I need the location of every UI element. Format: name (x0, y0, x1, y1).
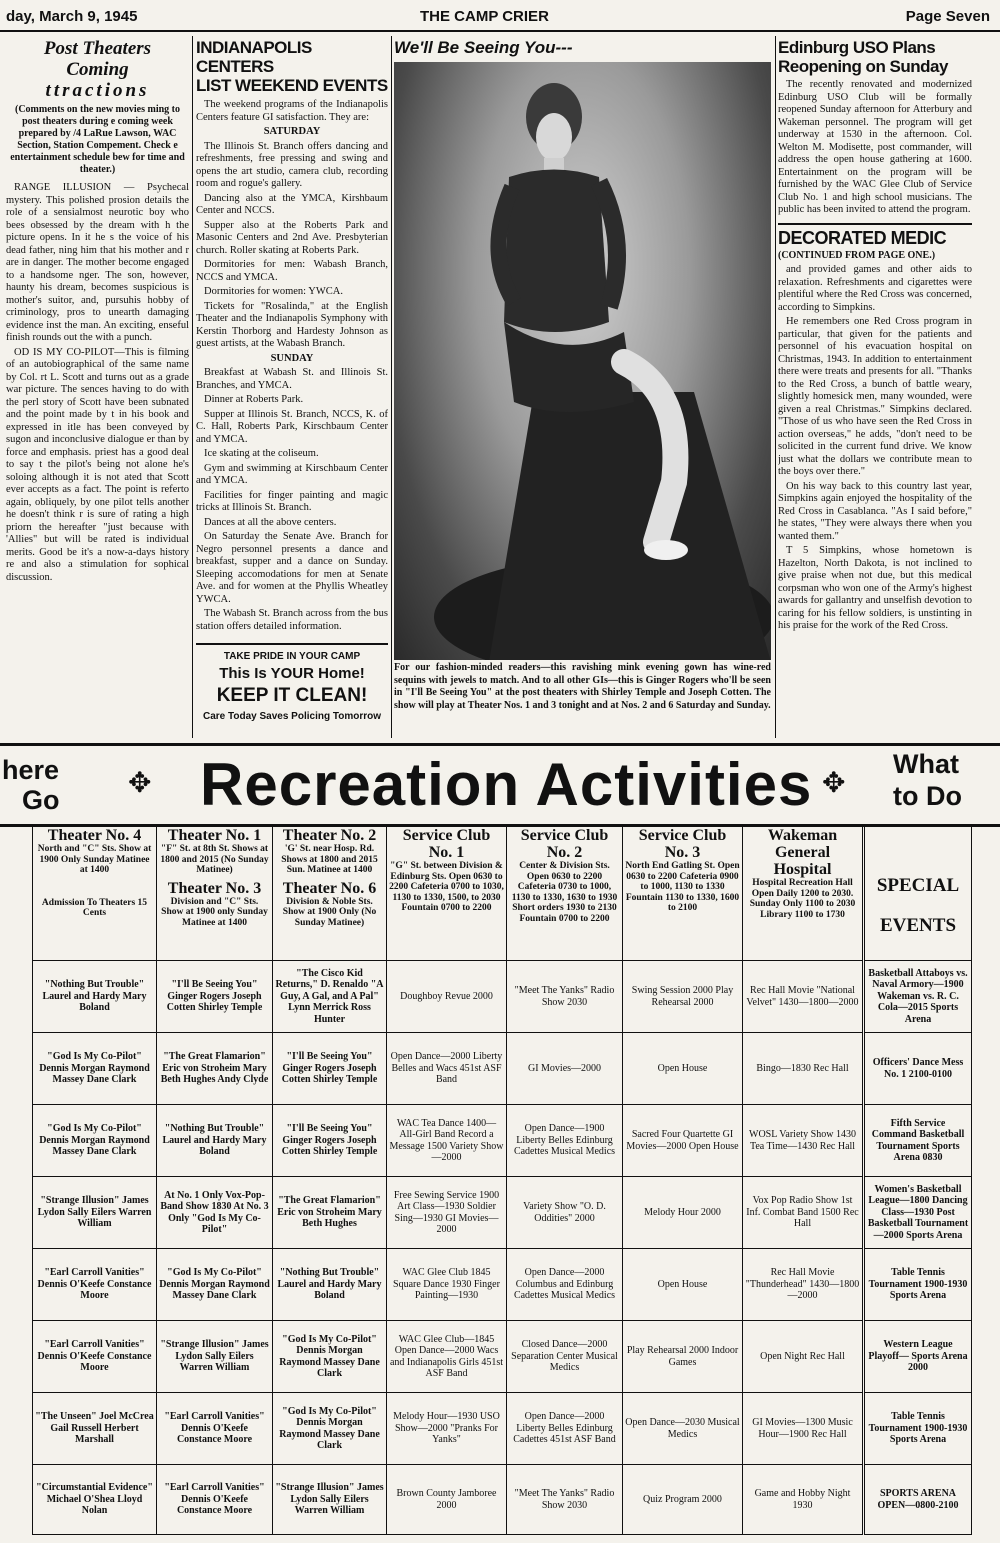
schedule-cell: "The Great Flamarion" Eric von Stroheim Mary Beth Hughes (273, 1177, 387, 1249)
schedule-cell: WAC Tea Dance 1400—All-Girl Band Record a Message 1500 Variety Show—2000 (387, 1105, 507, 1177)
special-events-table (864, 824, 972, 1535)
box-line: This Is YOUR Home! (219, 665, 365, 682)
special-event-cell: SPORTS ARENA OPEN—0800-2100 (865, 1465, 972, 1535)
schedule-row (33, 1177, 863, 1249)
flower-ornament-icon: ✥ (128, 768, 152, 799)
banner-right-line: What (893, 749, 959, 779)
schedule-header-row (33, 825, 863, 961)
schedule-cell: "Earl Carroll Vanities" Dennis O'Keefe Constance Moore (157, 1393, 273, 1465)
special-event-row (865, 961, 972, 1033)
article-paragraph: On Saturday the Senate Ave. Branch for Negro personnel presents a dance and breakfast, supper and a dance on Sunday. Sleeping accomodations for men at Senate Ave. and for women at the Phyllis Wheatley YWCA. (196, 531, 388, 605)
article-paragraph: Breakfast at Wabash St. and Illinois St. Branches, and YMCA. (196, 367, 388, 391)
banner-title: Recreation Activities (200, 751, 813, 818)
column-rule (391, 36, 392, 738)
article-headline: Post Theaters (43, 38, 152, 59)
schedule-cell: Vox Pop Radio Show 1st Inf. Combat Band 1500 Rec Hall (743, 1177, 863, 1249)
special-event-cell: Table Tennis Tournament 1900-1930 Sports Arena (865, 1393, 972, 1465)
article-paragraph: OD IS MY CO-PILOT—This is filming of an autobiographical of the same name by Col. rt L. Scott and turns out as a grade war picture. The sences having to do with the perl story of Scott have been subnated and the point made by t in his book and expressed in itle has been conveyed by sugon and inconclusive dialogue er than by force and emphasis. priest has a good deal to say t the pilot's being not alone he's soloing although it is not ated that Scott ever accepts as a fact. The point is referto again, obliquely, by one pilot tells another he doesn't think r is sure of rating a high priorn the hereafter "just because with 'Allies" but will be rated is individual merits. Good be it's a now-a-days history re and also a stimulation for sophical discussion. (6, 346, 189, 583)
schedule-cell: Sacred Four Quartette GI Movies—2000 Open House (623, 1105, 743, 1177)
schedule-cell: "Nothing But Trouble" Laurel and Hardy Mary Boland (273, 1249, 387, 1321)
special-event-row (865, 1033, 972, 1105)
schedule-cell: Game and Hobby Night 1930 (743, 1465, 863, 1535)
photo-headline: We'll Be Seeing You--- (394, 38, 573, 57)
special-event-cell: Western League Playoff— Sports Arena 2000 (865, 1321, 972, 1393)
special-event-row (865, 1105, 972, 1177)
schedule-cell: Bingo—1830 Rec Hall (743, 1033, 863, 1105)
article-paragraph: Supper also at the Roberts Park and Masonic Centers and 2nd Ave. Presbyterian church. Roller skating at Roberts Park. (196, 219, 388, 256)
column-rule (775, 36, 776, 738)
venue-name: Theater No. 4 (47, 827, 142, 844)
venue-name: Wakeman General Hospital (767, 827, 838, 878)
special-event-cell: Officers' Dance Mess No. 1 2100-0100 (865, 1033, 972, 1105)
special-event-row (865, 1393, 972, 1465)
venue-header (507, 825, 623, 961)
schedule-cell: "Nothing But Trouble" Laurel and Hardy Mary Boland (157, 1105, 273, 1177)
article-paragraph: The recently renovated and modernized Edinburg USO Club will be formally reopened Sunday afternoon for Atterbury and Wakeman personnel. The program will get underway at 1530 in the afternoon. Col. Welton M. Modisette, post commander, will address the open house gathering at 1600. Entertainment on the program will be furnished by the WAC Glee Club of Service Club No. 1 and high school musicians. The public has been invited to attend the program. (778, 79, 972, 215)
schedule-cell: "God Is My Co-Pilot" Dennis Morgan Raymond Massey Dane Clark (33, 1033, 157, 1105)
schedule-cell: Play Rehearsal 2000 Indoor Games (623, 1321, 743, 1393)
article-paragraph: Facilities for finger painting and magic tricks at Illinois St. Branch. (196, 489, 388, 513)
special-event-cell: Fifth Service Command Basketball Tournament Sports Arena 0830 (865, 1105, 972, 1177)
schedule-cell: WOSL Variety Show 1430 Tea Time—1430 Rec Hall (743, 1105, 863, 1177)
venue-header (157, 825, 273, 961)
article-paragraph: Gym and swimming at Kirschbaum Center and YMCA. (196, 462, 388, 486)
venue-detail: Division and "C" Sts. Show at 1900 only Sunday Matinee at 1400 (161, 896, 268, 928)
schedule-row (33, 1249, 863, 1321)
schedule-cell: "The Great Flamarion" Eric von Stroheim Mary Beth Hughes Andy Clyde (157, 1033, 273, 1105)
schedule-cell: Open Dance—2000 Liberty Belles and Wacs 451st ASF Band (387, 1033, 507, 1105)
schedule-cell: Brown County Jamboree 2000 (387, 1465, 507, 1535)
article-headline: Reopening on Sunday (778, 57, 948, 76)
header-paper-name: THE CAMP CRIER (420, 8, 549, 25)
schedule-cell: "Strange Illusion" James Lydon Sally Eilers Warren William (157, 1321, 273, 1393)
schedule-cell: GI Movies—1300 Music Hour—1900 Rec Hall (743, 1393, 863, 1465)
article-paragraph: He remembers one Red Cross program in particular, that given for the patients and personnel of his evacuation hospital on Christmas, 1943. In addition to entertainment there were treats and presents for all. "Thanks to the Red Cross, a bunch of battle weary, slightly homesick men, many wounded, were given a real Christmas." Simpkins declared. "Those of us who have seen the Red Cross in action overseas," he adds, "don't need to be solicited in the current fund drive. We know just what the dollars we contribute mean to the boys over there." (778, 316, 972, 477)
schedule-row (33, 1465, 863, 1535)
schedule-cell: Melody Hour 2000 (623, 1177, 743, 1249)
article-credit: (Comments on the new movies ming to post theaters during e coming week prepared by /4 LaRue Lawson, WAC Section, Station Compement. Check e entertainment schedule bew for time and theater.) (10, 104, 185, 175)
venue-name: Service Club No. 3 (638, 827, 727, 861)
special-events-title: SPECIAL (876, 874, 960, 896)
schedule-cell: Free Sewing Service 1900 Art Class—1930 Soldier Sing—1930 GI Movies—2000 (387, 1177, 507, 1249)
schedule-cell: "God Is My Co-Pilot" Dennis Morgan Raymond Massey Dane Clark (273, 1321, 387, 1393)
schedule-row (33, 1033, 863, 1105)
schedule-cell: Doughboy Revue 2000 (387, 961, 507, 1033)
box-line: KEEP IT CLEAN! (216, 685, 368, 706)
schedule-cell: "I'll Be Seeing You" Ginger Rogers Joseph Cotten Shirley Temple (273, 1105, 387, 1177)
special-event-cell: Women's Basketball League—1800 Dancing Class—1930 Post Basketball Tournament—2000 Sports Arena (865, 1177, 972, 1249)
venue-name: Service Club No. 1 (402, 827, 491, 861)
keep-it-clean-box (196, 643, 388, 722)
recreation-schedule-table (32, 824, 863, 1535)
indianapolis-centers-article (196, 38, 388, 738)
article-headline: DECORATED MEDIC (778, 223, 972, 248)
schedule-cell: Open House (623, 1033, 743, 1105)
special-events-title: EVENTS (879, 914, 957, 936)
schedule-cell: Open Dance—2000 Columbus and Edinburg Cadettes Musical Medics (507, 1249, 623, 1321)
article-paragraph: Ice skating at the coliseum. (204, 448, 319, 459)
section-heading: SUNDAY (270, 352, 314, 364)
schedule-cell: "Meet The Yanks" Radio Show 2030 (507, 961, 623, 1033)
recreation-activities-banner (0, 743, 1000, 827)
article-headline: ttractions (45, 80, 150, 101)
article-paragraph: Dances at all the above centers. (204, 516, 337, 528)
header-date: day, March 9, 1945 (6, 8, 138, 25)
article-headline: INDIANAPOLIS CENTERS (196, 38, 312, 76)
venue-detail: 'G' St. near Hosp. Rd. Shows at 1800 and 2015 Sun. Matinee at 1400 (281, 844, 378, 875)
schedule-cell: "God Is My Co-Pilot" Dennis Morgan Raymond Massey Dane Clark (33, 1105, 157, 1177)
photo-figure (394, 62, 771, 660)
page-header (0, 0, 1000, 32)
post-theaters-article (6, 38, 189, 738)
schedule-cell: Open House (623, 1249, 743, 1321)
special-event-row (865, 1465, 972, 1535)
article-paragraph: RANGE ILLUSION — Psychecal mystery. This polished prosion details the role of a sensialmost neurotic boy who bees obsessed by the dream with h the picture opens. In it he s the voice of his dead father, ning him that his mother and r are in danger. The mother become engaged to a handsome nger. The son, however, haunty his dream, becomes suspicious is mother's suitor, and, pursuhis hobby of criminology, pros to unearth damaging evidence inst the man. An exciting, enseful finish rounds out the with a punch. (6, 182, 189, 343)
article-headline: Coming (66, 59, 129, 80)
schedule-cell: "Nothing But Trouble" Laurel and Hardy Mary Boland (33, 961, 157, 1033)
article-paragraph: and provided games and other aids to relaxation. Refreshments and cigarettes were plentiful where the Red Cross was concerned, according to Simpkins. (778, 264, 972, 313)
article-paragraph: T 5 Simpkins, whose hometown is Hazelton, North Dakota, is not inclined to give praise when not due, but this medical corpsman who won one of the Army's highest awards for gallantry and unselfish devotion to caring for his fellow soldiers, is unstinting in his praise for the work of the Red Cross. (778, 545, 972, 631)
special-events-header (865, 825, 972, 961)
venue-name: Theater No. 3 (167, 879, 262, 897)
banner-right-line: to Do (893, 781, 962, 811)
edinburg-uso-article (778, 38, 972, 738)
venue-name: Theater No. 2 (282, 827, 377, 844)
schedule-cell: Open Night Rec Hall (743, 1321, 863, 1393)
flower-ornament-icon: ✥ (822, 768, 846, 799)
article-paragraph: Supper at Illinois St. Branch, NCCS, K. of C. Hall, Roberts Park, Kirschbaum Center and YMCA. (196, 408, 388, 445)
venue-header (33, 825, 157, 961)
schedule-cell: Swing Session 2000 Play Rehearsal 2000 (623, 961, 743, 1033)
special-event-row (865, 1177, 972, 1249)
schedule-cell: "God Is My Co-Pilot" Dennis Morgan Raymond Massey Dane Clark (273, 1393, 387, 1465)
venue-detail: North End Gatling St. Open 0630 to 2200 Cafeteria 0900 to 1000, 1130 to 1330 Fountain 1130 to 1330, 1600 to 2100 (625, 861, 740, 913)
schedule-cell: WAC Glee Club 1845 Square Dance 1930 Finger Painting—1930 (387, 1249, 507, 1321)
venue-detail: Admission To Theaters 15 Cents (41, 897, 148, 918)
schedule-cell: "Circumstantial Evidence" Michael O'Shea Lloyd Nolan (33, 1465, 157, 1535)
schedule-cell: "Strange Illusion" James Lydon Sally Eilers Warren William (273, 1465, 387, 1535)
schedule-cell: "Strange Illusion" James Lydon Sally Eilers Warren William (33, 1177, 157, 1249)
article-paragraph: The weekend programs of the Indianapolis Centers feature GI satisfaction. They are: (196, 99, 388, 123)
schedule-cell: Quiz Program 2000 (623, 1465, 743, 1535)
article-paragraph: On his way back to this country last year, Simpkins again enjoyed the hospitality of the Red Cross in Casablanca. "As I said before," he states, "They were always there when you wanted them." (778, 480, 972, 542)
article-headline: Edinburg USO Plans (778, 38, 936, 57)
schedule-cell: Rec Hall Movie "National Velvet" 1430—1800—2000 (743, 961, 863, 1033)
photo-caption: For our fashion-minded readers—this ravishing mink evening gown has wine-red sequins with jewels to match. And to all other GIs—this is Ginger Rogers who'll be seen in "I'll Be Seeing You" at the post theaters with Shirley Temple and Joseph Cotten. The show will play at Theater Nos. 1 and 3 tonight and at Nos. 2 and 6 Saturday and Sunday. (394, 662, 771, 711)
schedule-cell: "The Cisco Kid Returns," D. Renaldo "A Guy, A Gal, and A Pal" Lynn Merrick Ross Hunter (273, 961, 387, 1033)
venue-name: Service Club No. 2 (520, 827, 609, 861)
special-event-row (865, 1321, 972, 1393)
box-line: TAKE PRIDE IN YOUR CAMP (223, 651, 361, 662)
venue-header (743, 825, 863, 961)
venue-detail: "G" St. between Division & Edinburg Sts. Open 0630 to 2200 Cafeteria 0700 to 1030, 1130 to 1330, 1500, to 2030 Fountain 0700 to 2200 (389, 861, 504, 913)
venue-detail: "F" St. at 8th St. Shows at 1800 and 2015 (No Sunday Matinee) (160, 844, 269, 875)
schedule-cell: "I'll Be Seeing You" Ginger Rogers Joseph Cotten Shirley Temple (273, 1033, 387, 1105)
schedule-cell: Open Dance—2030 Musical Medics (623, 1393, 743, 1465)
schedule-cell: GI Movies—2000 (507, 1033, 623, 1105)
continued-note: (CONTINUED FROM PAGE ONE.) (778, 249, 936, 261)
article-paragraph: Dormitories for women: YWCA. (204, 286, 344, 297)
schedule-cell: "The Unseen" Joel McCrea Gail Russell Herbert Marshall (33, 1393, 157, 1465)
schedule-cell: "Earl Carroll Vanities" Dennis O'Keefe Constance Moore (33, 1321, 157, 1393)
schedule-cell: "Earl Carroll Vanities" Dennis O'Keefe Constance Moore (157, 1465, 273, 1535)
schedule-row (33, 1105, 863, 1177)
article-paragraph: Dinner at Roberts Park. (204, 394, 304, 405)
box-line: Care Today Saves Policing Tomorrow (202, 711, 381, 722)
schedule-cell: Melody Hour—1930 USO Show—2000 "Pranks For Yanks" (387, 1393, 507, 1465)
venue-detail: Hospital Recreation Hall Open Daily 1200 to 2030. Sunday Only 1100 to 2030 Library 1100 to 1730 (749, 878, 856, 920)
article-headline: LIST WEEKEND EVENTS (196, 76, 388, 95)
schedule-cell: "I'll Be Seeing You" Ginger Rogers Joseph Cotten Shirley Temple (157, 961, 273, 1033)
banner-left-line: Go (22, 785, 60, 815)
section-heading: SATURDAY (263, 126, 321, 137)
article-paragraph: Tickets for "Rosalinda," at the English Theater and the Indianapolis Symphony with Kerstin Thorborg and Hardesty Johnson as guest artists, at the Wabash Branch. (196, 300, 388, 349)
schedule-cell: Rec Hall Movie "Thunderhead" 1430—1800—2000 (743, 1249, 863, 1321)
venue-header (387, 825, 507, 961)
schedule-row (33, 1393, 863, 1465)
article-paragraph: Dormitories for men: Wabash Branch, NCCS and YMCA. (196, 259, 388, 283)
column-rule (192, 36, 193, 738)
venue-detail: Division & Noble Sts. Show at 1900 Only (No Sunday Matinee) (282, 896, 377, 928)
venue-name: Theater No. 1 (167, 827, 262, 844)
schedule-cell: "Earl Carroll Vanities" Dennis O'Keefe Constance Moore (33, 1249, 157, 1321)
venue-detail: North and "C" Sts. Show at 1900 Only Sunday Matinee at 1400 (37, 844, 152, 875)
special-event-cell: Table Tennis Tournament 1900-1930 Sports Arena (865, 1249, 972, 1321)
schedule-cell: "God Is My Co-Pilot" Dennis Morgan Raymond Massey Dane Clark (157, 1249, 273, 1321)
schedule-cell: WAC Glee Club—1845 Open Dance—2000 Wacs and Indianapolis Girls 451st ASF Band (387, 1321, 507, 1393)
article-paragraph: The Wabash St. Branch across from the bus station offers detailed information. (196, 608, 388, 632)
schedule-row (33, 1321, 863, 1393)
schedule-cell: Open Dance—1900 Liberty Belles Edinburg Cadettes Musical Medics (507, 1105, 623, 1177)
banner-left-line: here (2, 755, 60, 785)
special-event-cell: Basketball Attaboys vs. Naval Armory—1900 Wakeman vs. R. C. Cola—2015 Sports Arena (865, 961, 972, 1033)
article-paragraph: Dancing also at the YMCA, Kirshbaum Center and NCCS. (196, 192, 388, 216)
schedule-cell: Closed Dance—2000 Separation Center Musical Medics (507, 1321, 623, 1393)
ginger-rogers-photo (394, 62, 771, 660)
schedule-cell: Variety Show "O. D. Oddities" 2000 (507, 1177, 623, 1249)
venue-header (273, 825, 387, 961)
schedule-cell: At No. 1 Only Vox-Pop-Band Show 1830 At No. 3 Only "God Is My Co-Pilot" (157, 1177, 273, 1249)
schedule-cell: "Meet The Yanks" Radio Show 2030 (507, 1465, 623, 1535)
article-paragraph: The Illinois St. Branch offers dancing and refreshments, free pressing and swing and opens the art studio, camera club, recording room and rogue's gallery. (196, 140, 388, 189)
special-event-row (865, 1249, 972, 1321)
venue-header (623, 825, 743, 961)
venue-name: Theater No. 6 (282, 879, 377, 897)
schedule-cell: Open Dance—2000 Liberty Belles Edinburg Cadettes 451st ASF Band (507, 1393, 623, 1465)
schedule-row (33, 961, 863, 1033)
header-page-number: Page Seven (905, 8, 990, 25)
venue-detail: Center & Division Sts. Open 0630 to 2200 Cafeteria 0730 to 1000, 1130 to 1330, 1630 to 1930 Short orders 1930 to 2130 Fountain 0700 to 2200 (511, 861, 618, 924)
